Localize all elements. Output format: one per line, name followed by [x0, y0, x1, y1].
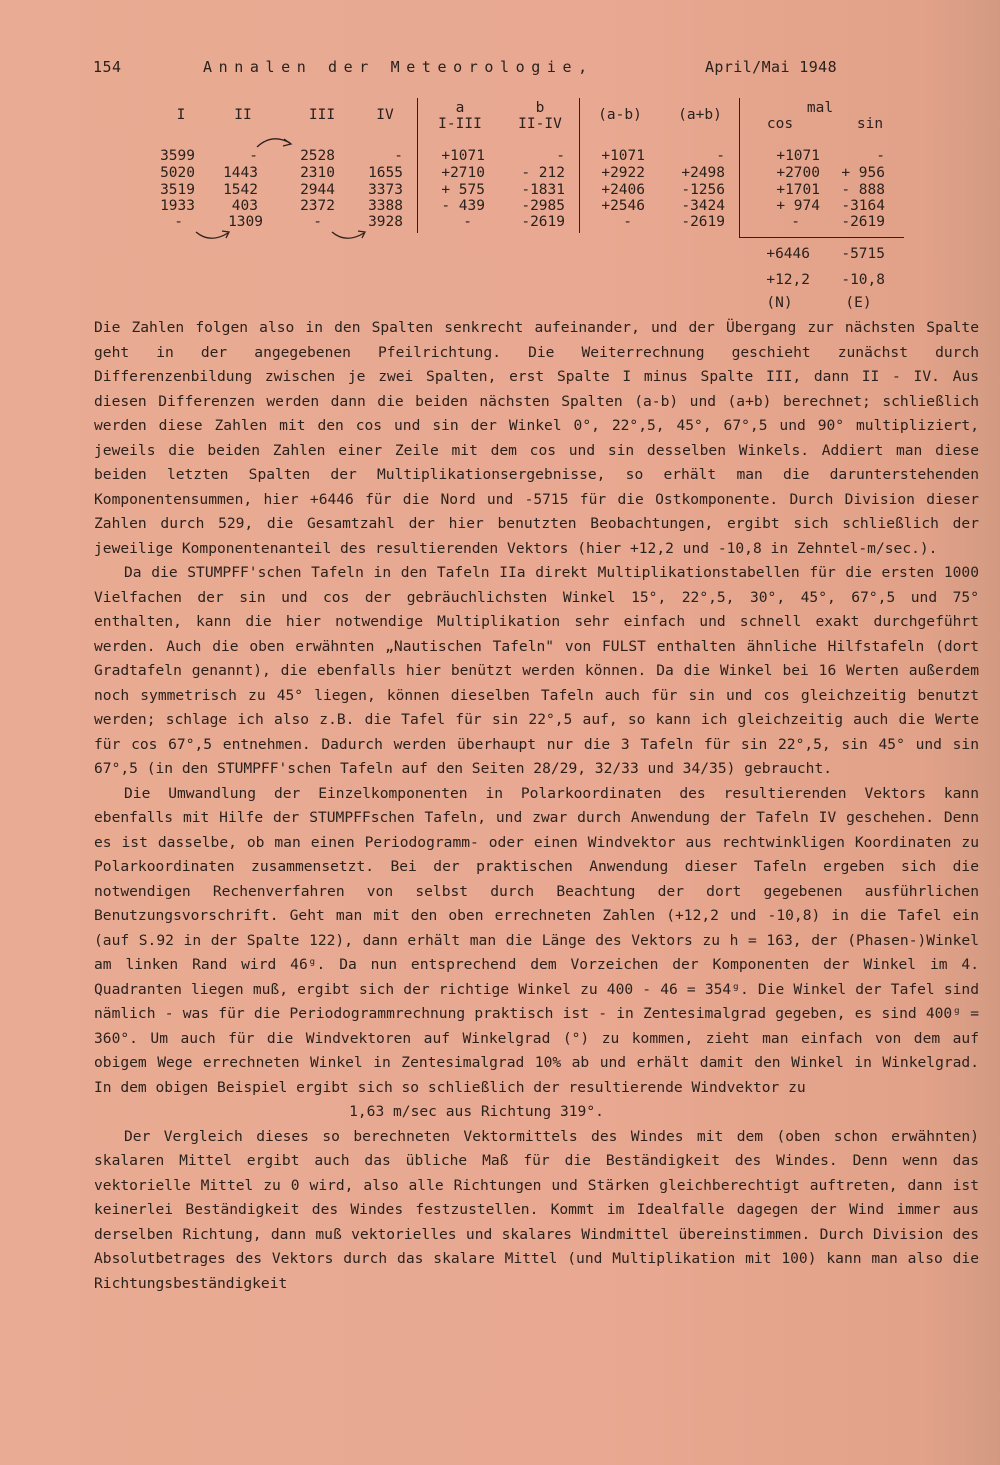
cell-ii: -: [249, 148, 258, 164]
col-header-b: b: [535, 100, 545, 116]
cell-sin: -: [876, 148, 885, 164]
cell-b: -2985: [521, 198, 565, 214]
sum-cos: +6446: [766, 246, 810, 262]
component-north: +12,2: [766, 272, 810, 288]
paragraph: Die Umwandlung der Einzelkomponenten in Polarkoordinaten des resultierenden Vektors kann ebenfalls mit Hilfe der STUMPFFschen Tafeln, und zwar durch Anwendung der Tafeln IV geschehen. Denn es ist dasselbe, ob man einen Periodogramm- oder einen Windvektor aus rechtwinkligen Koordinaten zu Polarkoordinaten zusammensetzt. Bei der praktischen Anwendung dieser Tafeln ergeben sich die notwendigen Rechenverfahren von selbst durch Beachtung der dort gegebenen ausführlichen Benutzungsvorschrift. Geht man mit den oben errechneten Zahlen (+12,2 und -10,8) in die Tafel ein (auf S.92 in der Spalte 122), dann erhält man die Länge des Vektors zu h = 163, der (Phasen-)Winkel am linken Rand wird 46ᵍ. Da nun entsprechend dem Vorzeichen der Komponenten der Winkel im 4. Quadranten liegen muß, ergibt sich der richtige Winkel zu 400 - 46 = 354ᵍ. Die Winkel der Tafel sind nämlich - was für die Periodogrammrechnung praktisch ist - in Zentesimalgrad gegeben, es sind 400ᵍ = 360°. Um auch für die Windvektoren auf Winkelgrad (°) zu kommen, zieht man einfach von dem auf obigem Wege errechneten Winkel in Zentesimalgrad 10% ab und erhält damit den Winkel in Winkelgrad. In dem obigen Beispiel ergibt sich so schließlich der resultierende Windvektor zu: [94, 784, 979, 1096]
cell-a: -: [463, 214, 472, 230]
cell-i: -: [174, 214, 183, 230]
col-header-a-sub: I-III: [438, 116, 482, 132]
cell-iii: 2944: [300, 182, 335, 198]
cell-cos: -: [791, 214, 800, 230]
cell-i: 5020: [160, 165, 195, 181]
curved-arrow-icon: [196, 232, 228, 238]
cell-sin: -3164: [841, 198, 885, 214]
cell-a-minus-b: +2922: [601, 165, 645, 181]
cell-a: +1071: [441, 148, 485, 164]
cell-b: - 212: [521, 165, 565, 181]
cell-i: 3519: [160, 182, 195, 198]
cell-a-plus-b: +2498: [681, 165, 725, 181]
body-text: [94, 316, 979, 1296]
cell-sin: - 888: [841, 182, 885, 198]
cell-a-minus-b: +2546: [601, 198, 645, 214]
col-header-ii: II: [234, 107, 252, 123]
cell-iv: 3388: [368, 198, 403, 214]
paragraph: Der Vergleich dieses so berechneten Vektormittels des Windes mit dem (oben schon erwähnten) skalaren Mittel ergibt auch das übliche Maß für die Beständigkeit des Windes. Denn wenn das vektorielle Mittel zu 0 wird, also alle Richtungen und Stärken gleichberechtigt auftreten, dann ist keinerlei Beständigkeit des Windes festzustellen. Kommt im Idealfalle dagegen der Wind immer aus derselben Richtung, dann muß vektorielles und skalares Windmittel übereinstimmen. Durch Division des Absolutbetrages des Vektors durch das skalare Mittel (und Multiplikation mit 100) kann man also die Richtungsbeständigkeit: [94, 1127, 979, 1292]
cell-iii: -: [313, 214, 322, 230]
col-header-iv: IV: [376, 107, 394, 123]
cell-ii: 403: [231, 198, 258, 214]
cell-sin: + 956: [841, 165, 885, 181]
cell-a-plus-b: -1256: [681, 182, 725, 198]
cell-cos: +1071: [776, 148, 820, 164]
cell-cos: + 974: [776, 198, 820, 214]
cell-iii: 2310: [300, 165, 335, 181]
arrow-marks: [0, 0, 1000, 320]
cell-b: -: [556, 148, 565, 164]
cell-iv: -: [394, 148, 403, 164]
cell-i: 1933: [160, 198, 195, 214]
cell-ii: 1542: [223, 182, 258, 198]
cell-b: -1831: [521, 182, 565, 198]
cell-a: +2710: [441, 165, 485, 181]
cell-cos: +1701: [776, 182, 820, 198]
cell-iii: 2528: [300, 148, 335, 164]
cell-cos: +2700: [776, 165, 820, 181]
cell-a-plus-b: -2619: [681, 214, 725, 230]
col-header-a-plus-b: (a+b): [678, 107, 722, 123]
cell-a-plus-b: -3424: [681, 198, 725, 214]
label-north: (N): [766, 295, 793, 311]
component-east: -10,8: [841, 272, 885, 288]
calculation-table: [0, 0, 1000, 320]
cell-iv: 3373: [368, 182, 403, 198]
cell-iii: 2372: [300, 198, 335, 214]
cell-ii: 1443: [223, 165, 258, 181]
curved-arrow-icon: [332, 232, 364, 238]
col-header-iii: III: [308, 107, 336, 123]
col-header-cos: cos: [766, 116, 794, 132]
cell-i: 3599: [160, 148, 195, 164]
cell-iv: 1655: [368, 165, 403, 181]
col-header-a-minus-b: (a-b): [598, 107, 642, 123]
col-header-b-sub: II-IV: [518, 116, 562, 132]
cell-a-minus-b: -: [623, 214, 632, 230]
cell-a-minus-b: +2406: [601, 182, 645, 198]
cell-a: + 575: [441, 182, 485, 198]
cell-sin: -2619: [841, 214, 885, 230]
sum-sin: -5715: [841, 246, 885, 262]
col-header-i: I: [176, 107, 186, 123]
cell-ii: 1309: [228, 214, 263, 230]
col-header-a: a: [455, 100, 465, 116]
col-header-mal: mal: [806, 100, 834, 116]
journal-title: Annalen der Meteorologie,: [203, 58, 594, 76]
paragraph: Da die STUMPFF'schen Tafeln in den Tafeln IIa direkt Multiplikationstabellen für die ersten 1000 Vielfachen der sin und cos der gebräuchlichsten Winkel 15°, 22°,5, 30°, 45°, 67°,5 und 75° enthalten, kann die hier notwendige Multiplikation sehr einfach und schnell exakt durchgeführt werden. Auch die oben erwähnten „Nautischen Tafeln" von FULST enthalten ähnliche Hilfstafeln (dort Gradtafeln genannt), die ebenfalls hier benützt werden können. Da die Winkel bei 16 Werten außerdem noch symmetrisch zu 45° liegen, können dieselben Tafeln auch für sin und cos gleichzeitig benutzt werden; schlage ich also z.B. die Tafel für sin 22°,5 auf, so kann ich gleichzeitig auch die Werte für cos 67°,5 entnehmen. Dadurch werden überhaupt nur die 3 Tafeln für sin 22°,5, sin 45° und sin 67°,5 (in den STUMPFF'schen Tafeln auf den Seiten 28/29, 32/33 und 34/35) gebraucht.: [94, 564, 979, 777]
cell-b: -2619: [521, 214, 565, 230]
cell-iv: 3928: [368, 214, 403, 230]
col-header-sin: sin: [856, 116, 884, 132]
cell-a-plus-b: -: [716, 148, 725, 164]
cell-a: - 439: [441, 198, 485, 214]
label-east: (E): [845, 295, 872, 311]
result-line: 1,63 m/sec aus Richtung 319°.: [349, 1103, 604, 1120]
page-number: 154: [93, 58, 122, 76]
issue-date: April/Mai 1948: [705, 58, 838, 76]
cell-a-minus-b: +1071: [601, 148, 645, 164]
paragraph: Die Zahlen folgen also in den Spalten senkrecht aufeinander, und der Übergang zur nächsten Spalte geht in der angegebenen Pfeilrichtung. Die Weiterrechnung geschieht zunächst durch Differenzenbildung zwischen je zwei Spalten, erst Spalte I minus Spalte III, dann II - IV. Aus diesen Differenzen werden dann die beiden nächsten Spalten (a-b) und (a+b) berechnet; schließlich werden diese Zahlen mit den cos und sin der Winkel 0°, 22°,5, 45°, 67°,5 und 90° multipliziert, jeweils die beiden Zahlen einer Zeile mit dem cos und sin desselben Winkels. Addiert man diese beiden letzten Spalten der Multiplikationsergebnisse, so erhält man die darunterstehenden Komponentensummen, hier +6446 für die Nord und -5715 für die Ostkomponente. Durch Division dieser Zahlen durch 529, die Gesamtzahl der hier benutzten Beobachtungen, ergibt sich schließlich der jeweilige Komponentenanteil des resultierenden Vektors (hier +12,2 und -10,8 in Zehntel-m/sec.).: [94, 319, 979, 557]
